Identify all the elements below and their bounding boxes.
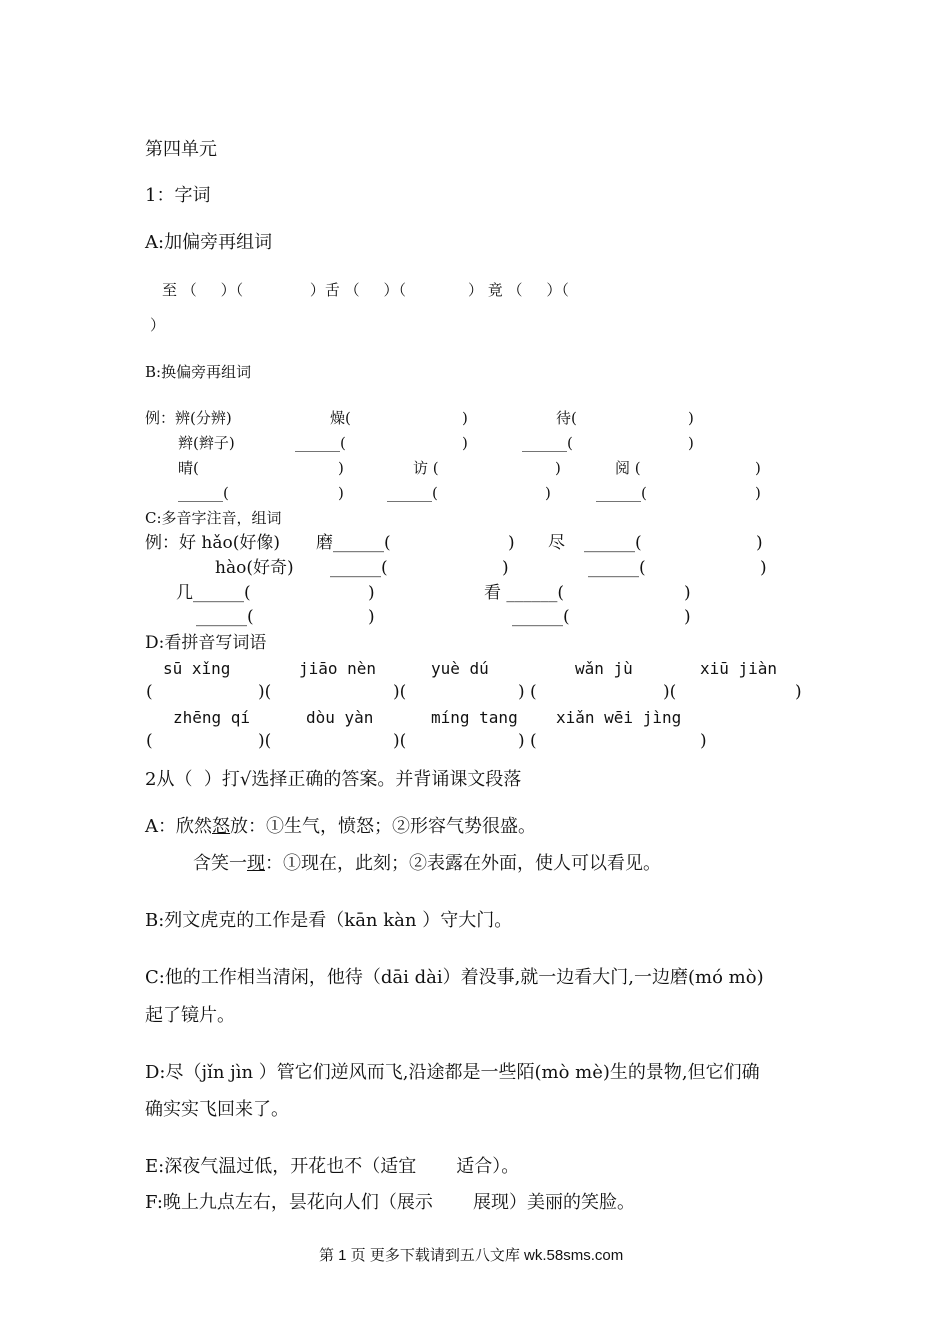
q-a-rest: 放：①生气，愤怒；②形容气势很盛。 — [230, 816, 536, 837]
answer-bracket: ) — [700, 731, 707, 751]
answer-bracket: )( — [663, 682, 677, 702]
q-a2-prefix: 含笑一 — [193, 853, 247, 874]
pinyin-item: jiāo nèn — [299, 659, 377, 678]
question-a-line-2 — [193, 855, 661, 873]
part-c-cell: ______( — [196, 607, 254, 627]
answer-bracket: ) ( — [518, 682, 537, 702]
part-c-cell: ) — [508, 533, 515, 553]
part-c-cell: 尽 — [548, 533, 565, 553]
section-1-heading: 1：字词 — [145, 185, 211, 206]
pinyin-item: xiǎn wēi jìng — [556, 708, 682, 727]
part-b-cell: ) — [688, 434, 694, 452]
q-a-underlined-word: 怒 — [212, 816, 230, 837]
question-a-line-1 — [145, 818, 536, 836]
part-b-cell: 辫(辫子) — [178, 434, 235, 452]
part-b-cell: ) — [755, 459, 761, 477]
part-c-cell: ) — [756, 533, 763, 553]
part-c-cell: ) — [368, 583, 375, 603]
answer-bracket: )( — [393, 682, 407, 702]
part-d-heading: D:看拼音写词语 — [145, 633, 267, 653]
part-b-heading: B:换偏旁再组词 — [145, 363, 252, 381]
part-c-cell: ) — [684, 583, 691, 603]
question-b: B:列文虎克的工作是看（kān kàn ）守大门。 — [145, 910, 513, 931]
part-a-row-1: 至 （ ）（ ）舌 （ ）（ ） 竟 （ ）（ — [162, 281, 569, 299]
part-b-cell: ______( — [295, 434, 346, 452]
question-c-line-1: C:他的工作相当清闲，他待（dāi dài）着没事,就一边看大门,一边磨(mó mò) — [145, 967, 764, 988]
part-b-cell: ) — [545, 484, 551, 502]
part-c-cell: 几______( — [176, 583, 251, 603]
question-f: F:晚上九点左右，昙花向人们（展示 展现）美丽的笑脸。 — [145, 1192, 635, 1213]
part-b-cell: ) — [688, 409, 694, 427]
part-c-cell: ______( — [588, 558, 646, 578]
answer-bracket: ) ( — [518, 731, 537, 751]
part-b-cell: 访 ( — [413, 459, 439, 477]
part-b-cell: ______( — [522, 434, 573, 452]
part-b-cell: ) — [462, 434, 468, 452]
question-c-line-2: 起了镜片。 — [145, 1005, 235, 1026]
part-b-cell: 待( — [556, 409, 577, 427]
part-a-row-2: ） — [150, 316, 166, 334]
unit-title: 第四单元 — [145, 139, 217, 160]
q-a-prefix: A：欣然 — [145, 816, 212, 837]
answer-bracket: ( — [146, 682, 153, 702]
question-e: E:深夜气温过低，开花也不（适宜 适合）。 — [145, 1156, 520, 1177]
q-a2-underlined-word: 现 — [247, 853, 265, 874]
part-b-cell: ) — [338, 484, 344, 502]
part-c-heading: C:多音字注音，组词 — [145, 509, 282, 527]
q-a2-rest: ：①现在，此刻；②表露在外面，使人可以看见。 — [265, 853, 661, 874]
section-2-heading: 2从（ ）打√选择正确的答案。并背诵课文段落 — [145, 769, 522, 790]
pinyin-item: yuè dú — [431, 659, 489, 678]
part-c-cell: ______( — [330, 558, 388, 578]
part-b-cell: ______( — [178, 484, 229, 502]
pinyin-item: míng tang — [431, 708, 518, 727]
answer-bracket: )( — [258, 682, 272, 702]
pinyin-item: zhēng qí — [173, 708, 251, 727]
part-b-cell: ______( — [596, 484, 647, 502]
part-c-cell: ) — [368, 607, 375, 627]
part-c-cell: 磨______( — [316, 533, 391, 553]
part-c-cell: ) — [502, 558, 509, 578]
part-b-cell: 例：辨(分辨) — [145, 409, 232, 427]
page-footer: 第 1 页 更多下载请到五八文库 wk.58sms.com — [319, 1247, 624, 1264]
part-b-cell: 阅 ( — [615, 459, 641, 477]
part-c-cell: ) — [760, 558, 767, 578]
part-b-cell: ) — [555, 459, 561, 477]
question-d-line-1: D:尽（jǐn jìn ）管它们逆风而飞,沿途都是一些陌(mò mè)生的景物,但它们确 — [145, 1062, 760, 1083]
answer-bracket: )( — [258, 731, 272, 751]
question-d-line-2: 确实实飞回来了。 — [145, 1099, 289, 1120]
pinyin-item: dòu yàn — [306, 708, 374, 727]
part-b-cell: 燥( — [330, 409, 351, 427]
part-c-cell: ) — [684, 607, 691, 627]
answer-bracket: ( — [146, 731, 153, 751]
part-b-cell: ) — [755, 484, 761, 502]
part-c-cell: hào(好奇) — [215, 558, 294, 578]
answer-bracket: )( — [393, 731, 407, 751]
part-b-cell: ______( — [387, 484, 438, 502]
part-c-cell: ______( — [584, 533, 642, 553]
part-b-cell: ) — [338, 459, 344, 477]
part-c-cell: ______( — [512, 607, 570, 627]
part-b-cell: ) — [462, 409, 468, 427]
part-c-cell: 看 ______( — [484, 583, 565, 603]
pinyin-item: xiū jiàn — [700, 659, 778, 678]
pinyin-item: wǎn jù — [575, 659, 633, 678]
part-c-cell: 例：好 hǎo(好像) — [145, 533, 280, 553]
pinyin-item: sū xǐng — [163, 659, 231, 678]
part-b-cell: 晴( — [178, 459, 199, 477]
answer-bracket: ) — [795, 682, 802, 702]
part-a-heading: A:加偏旁再组词 — [145, 232, 273, 253]
